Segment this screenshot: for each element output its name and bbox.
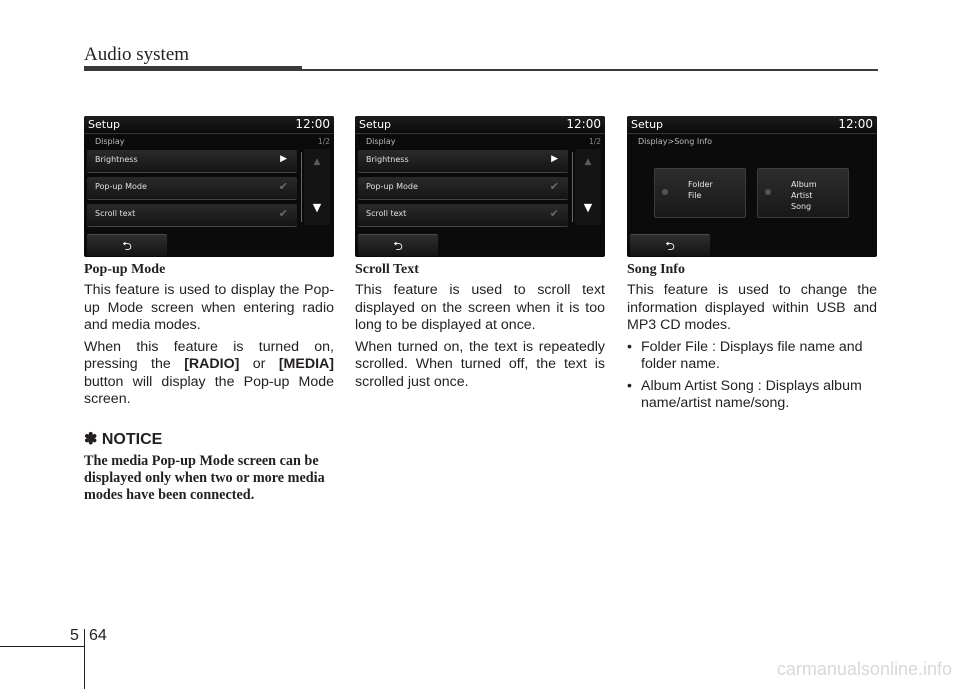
radio-indicator-icon	[765, 189, 771, 195]
menu-item-label: Brightness	[95, 155, 138, 164]
back-button[interactable]	[358, 234, 438, 256]
section-heading: Scroll Text	[355, 262, 419, 277]
checkmark-icon: ✔	[549, 207, 559, 220]
screen-page-indicator: 1/2	[317, 137, 330, 146]
menu-item-label: Scroll text	[95, 209, 136, 218]
screen-clock: 12:00	[838, 117, 873, 131]
menu-item-label: Pop-up Mode	[95, 182, 147, 191]
back-button[interactable]	[630, 234, 710, 256]
paragraph: This feature is used to scroll text displayed on the screen when it is too long to be displayed at once.	[355, 282, 605, 333]
scroll-up-icon[interactable]: ▲	[584, 157, 592, 167]
scroll-up-icon[interactable]: ▲	[313, 157, 321, 167]
menu-item-label: Scroll text	[366, 209, 407, 218]
page-number: 64	[89, 627, 107, 644]
scroll-divider	[301, 152, 302, 222]
scroll-bar[interactable]	[304, 149, 330, 225]
back-arrow-icon: ⮌	[122, 239, 132, 253]
radio-key-label: [RADIO]	[184, 356, 240, 372]
menu-item-popup-mode[interactable]	[87, 177, 297, 200]
menu-item-label: Brightness	[366, 155, 409, 164]
screen-top-bar	[84, 116, 334, 134]
scroll-bar[interactable]	[575, 149, 601, 225]
text-run: button will display the Pop-up Mode screen.	[84, 373, 334, 407]
checkmark-icon: ✔	[278, 207, 288, 220]
screen-subtitle: Display>Song Info	[638, 137, 712, 146]
menu-item-scroll-text[interactable]	[87, 204, 297, 227]
checkmark-icon: ✔	[278, 180, 288, 193]
album-artist-song-option[interactable]	[757, 168, 849, 218]
screen-title: Setup	[631, 118, 664, 131]
section-heading: Pop-up Mode	[84, 262, 166, 277]
screen-subtitle: Display	[95, 137, 125, 146]
folder-file-option[interactable]	[654, 168, 746, 218]
song-info-screen	[627, 116, 877, 257]
scroll-divider	[572, 152, 573, 222]
screen-top-bar	[627, 116, 877, 134]
scroll-down-icon[interactable]: ▼	[583, 201, 593, 214]
screen-top-bar	[355, 116, 605, 134]
radio-indicator-icon	[662, 189, 668, 195]
chapter-number: 5	[70, 627, 79, 644]
column-song-info	[627, 116, 877, 417]
menu-item-scroll-text[interactable]	[358, 204, 568, 227]
screen-subtitle: Display	[366, 137, 396, 146]
screen-title: Setup	[359, 118, 392, 131]
menu-item-brightness[interactable]	[87, 150, 297, 173]
back-button[interactable]	[87, 234, 167, 256]
section-heading: Song Info	[627, 262, 685, 277]
text-run: or	[252, 356, 266, 372]
checkmark-icon: ✔	[549, 180, 559, 193]
option-label: Album Artist Song	[791, 180, 817, 211]
screen-clock: 12:00	[566, 117, 601, 131]
header-rule-thick	[84, 66, 302, 71]
menu-item-popup-mode[interactable]	[358, 177, 568, 200]
back-arrow-icon: ⮌	[665, 239, 675, 253]
menu-item-brightness[interactable]	[358, 150, 568, 173]
screen-title: Setup	[88, 118, 121, 131]
option-label: Folder File	[688, 180, 713, 200]
bullet-list	[627, 339, 877, 413]
list-item: • Folder File : Displays file name and folder name.	[627, 339, 877, 374]
watermark: carmanualsonline.info	[776, 659, 952, 679]
screen-clock: 12:00	[295, 117, 330, 131]
header-rule-thin	[302, 69, 878, 71]
menu-item-label: Pop-up Mode	[366, 182, 418, 191]
list-item: • Album Artist Song : Displays album name/artist name/song.	[627, 378, 877, 413]
footer-vertical-rule	[84, 629, 85, 689]
notice-title: ✽ NOTICE	[84, 430, 163, 448]
back-arrow-icon: ⮌	[393, 239, 403, 253]
scroll-down-icon[interactable]: ▼	[312, 201, 322, 214]
setup-display-screen	[355, 116, 605, 257]
arrow-right-icon: ▶	[280, 154, 287, 164]
arrow-right-icon: ▶	[551, 154, 558, 164]
screen-page-indicator: 1/2	[588, 137, 601, 146]
paragraph: This feature is used to display the Pop-up Mode screen when entering radio and media modes.	[84, 282, 334, 333]
paragraph: This feature is used to change the information displayed within USB and MP3 CD modes.	[627, 282, 877, 333]
paragraph: When turned on, the text is repeatedly scrolled. When turned off, the text is scrolled just once.	[355, 338, 605, 390]
column-popup-mode	[84, 116, 334, 504]
media-key-label: [MEDIA]	[278, 356, 334, 372]
text-run: When this feature is turned on, pressing the	[84, 338, 334, 372]
paragraph	[84, 339, 334, 409]
column-scroll-text	[355, 116, 605, 391]
notice-body: The media Pop-up Mode screen can be displayed only when two or more media modes have been connected.	[84, 452, 325, 503]
setup-display-screen	[84, 116, 334, 257]
footer-horizontal-rule	[0, 646, 85, 647]
page-header-title: Audio system	[84, 44, 190, 65]
